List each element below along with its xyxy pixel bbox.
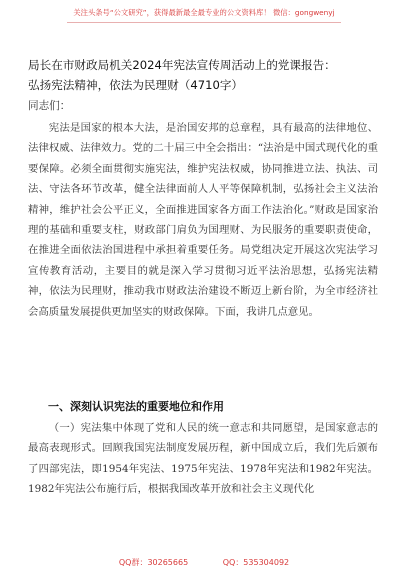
promo-banner [0, 0, 408, 30]
body-paragraph: 宪法是国家的根本大法，是治国安邦的总章程，具有最高的法律地位、法律权威、法律效力。党的二十届三中全会指出：“法治是中国式现代化的重要保障。必须全面贯彻实施宪法，维护宪法权威，协同推进立法、执法、司法、守法各环节改革，健全法律面前人人平等保障机制，弘扬社会主义法治精神，维护社会公平正义，全面推进国家各方面工作法治化。”财政是国家治理的基础和重要支柱，财政部门肩负为国理财、为民服务的重要职责使命，在推进全面依法治国进程中承担着重要任务。局党组决定开展这次宪法学习宣传教育活动，主要目的就是深入学习贯彻习近平法治思想，弘扬宪法精神，依法为民理财，推动我市财政法治建设不断迈上新台阶，为全市经济社会高质量发展提供更加坚实的财政保障。下面，我讲几点意见。 [28, 122, 378, 318]
body-paragraph: （一）宪法集中体现了党和人民的统一意志和共同愿望，是国家意志的最高表现形式。回顾我国宪法制度发展历程，新中国成立后，我们先后颁布了四部宪法，即1954年宪法、1975年宪法、1978年宪法和1982年宪法。1982年宪法公布施行后，根据我国改革开放和社会主义现代化 [28, 422, 378, 496]
qq-group-link[interactable]: QQ群：30265665 [118, 558, 189, 567]
qq-contact-link[interactable]: QQ：535304092 [222, 558, 290, 567]
greeting: 同志们： [28, 100, 71, 112]
document-title-line-1: 局长在市财政局机关2024年宪法宣传周活动上的党课报告： [28, 58, 336, 72]
document-title-line-2: 弘扬宪法精神，依法为民理财（4710字） [28, 78, 244, 92]
contact-footer [0, 557, 408, 568]
section-heading: 一、深刻认识宪法的重要地位和作用 [48, 400, 224, 413]
promo-banner-text: 关注头条号“公文研究”，获得最新最全最专业的公文资料库！ 微信：gongwenyj [67, 8, 340, 23]
